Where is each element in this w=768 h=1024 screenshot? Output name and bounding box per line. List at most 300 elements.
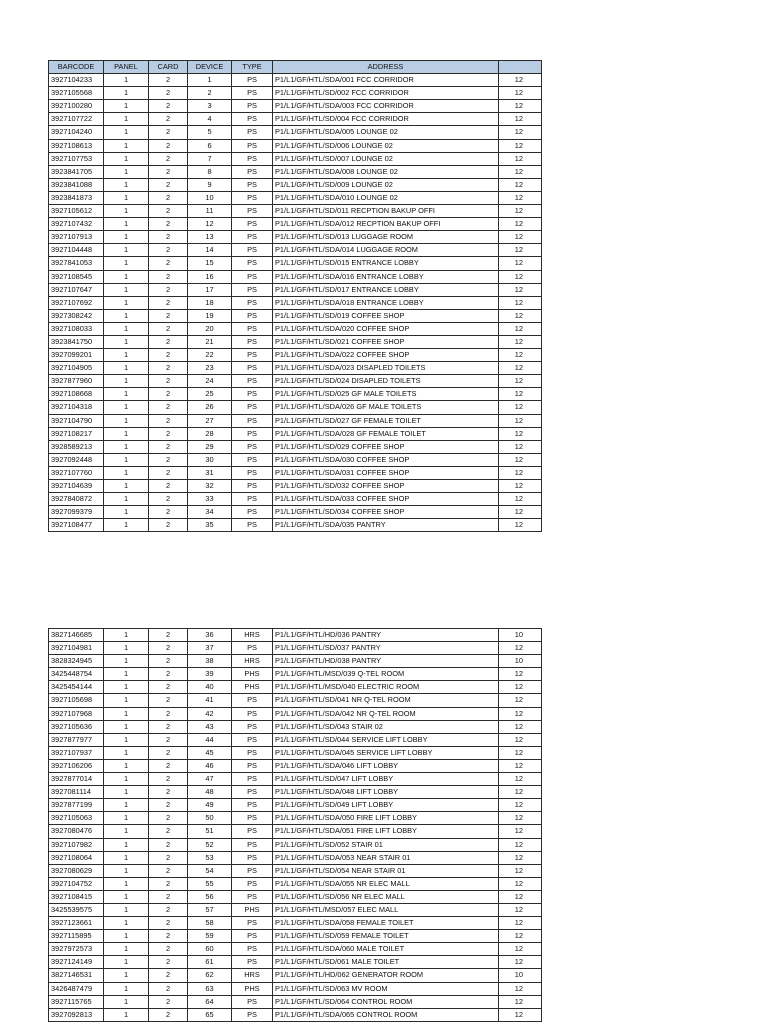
table-row: [49, 877, 542, 890]
value-cell: 12: [499, 427, 542, 440]
card-cell: 2: [149, 733, 188, 746]
value-cell: 12: [499, 917, 542, 930]
panel-cell: 1: [104, 733, 149, 746]
barcode-cell: 3927108477: [49, 519, 104, 532]
type-cell: PHS: [232, 681, 273, 694]
panel-cell: 1: [104, 218, 149, 231]
table-row: [49, 322, 542, 335]
panel-cell: 1: [104, 440, 149, 453]
panel-cell: 1: [104, 519, 149, 532]
panel-cell: 1: [104, 335, 149, 348]
table-row: [49, 152, 542, 165]
device-cell: 3: [188, 100, 232, 113]
card-cell: 2: [149, 838, 188, 851]
panel-cell: 1: [104, 388, 149, 401]
address-cell: P1/L1/GF/HTL/SDA/003 FCC CORRIDOR: [273, 100, 499, 113]
barcode-cell: 3927092813: [49, 1008, 104, 1021]
card-cell: 2: [149, 982, 188, 995]
type-cell: PS: [232, 74, 273, 87]
table-row: [49, 917, 542, 930]
value-cell: 12: [499, 506, 542, 519]
panel-cell: 1: [104, 165, 149, 178]
type-cell: PS: [232, 414, 273, 427]
device-cell: 27: [188, 414, 232, 427]
card-cell: 2: [149, 165, 188, 178]
table-row: [49, 74, 542, 87]
value-cell: 12: [499, 375, 542, 388]
value-cell: 12: [499, 877, 542, 890]
address-cell: P1/L1/GF/HTL/MSD/040 ELECTRIC ROOM: [273, 681, 499, 694]
panel-cell: 1: [104, 87, 149, 100]
device-cell: 26: [188, 401, 232, 414]
barcode-cell: 3927107968: [49, 707, 104, 720]
table-row: [49, 466, 542, 479]
card-cell: 2: [149, 427, 188, 440]
type-cell: PS: [232, 864, 273, 877]
table-row: [49, 493, 542, 506]
type-cell: PS: [232, 309, 273, 322]
table-row: [49, 519, 542, 532]
value-cell: 12: [499, 126, 542, 139]
type-cell: PS: [232, 427, 273, 440]
type-cell: PHS: [232, 903, 273, 916]
device-cell: 53: [188, 851, 232, 864]
card-cell: 2: [149, 969, 188, 982]
table-row: [49, 480, 542, 493]
barcode-cell: 3928589213: [49, 440, 104, 453]
header-card: CARD: [149, 61, 188, 74]
card-cell: 2: [149, 87, 188, 100]
header-panel: PANEL: [104, 61, 149, 74]
barcode-cell: 3927972573: [49, 943, 104, 956]
barcode-cell: 3927108064: [49, 851, 104, 864]
value-cell: 12: [499, 100, 542, 113]
card-cell: 2: [149, 453, 188, 466]
barcode-cell: 3927104981: [49, 642, 104, 655]
table-row: [49, 296, 542, 309]
address-cell: P1/L1/GF/HTL/SDA/055 NR ELEC MALL: [273, 877, 499, 890]
table-row: [49, 218, 542, 231]
device-cell: 36: [188, 629, 232, 642]
address-cell: P1/L1/GF/HTL/SD/037 PANTRY: [273, 642, 499, 655]
type-cell: PS: [232, 113, 273, 126]
device-cell: 4: [188, 113, 232, 126]
header-device: DEVICE: [188, 61, 232, 74]
device-cell: 60: [188, 943, 232, 956]
type-cell: PS: [232, 812, 273, 825]
panel-cell: 1: [104, 956, 149, 969]
card-cell: 2: [149, 349, 188, 362]
table-row: [49, 720, 542, 733]
address-cell: P1/L1/GF/HTL/SD/025 GF MALE TOILETS: [273, 388, 499, 401]
device-cell: 40: [188, 681, 232, 694]
panel-cell: 1: [104, 799, 149, 812]
type-cell: PS: [232, 466, 273, 479]
value-cell: 12: [499, 231, 542, 244]
table-row: [49, 165, 542, 178]
table-row: [49, 655, 542, 668]
panel-cell: 1: [104, 480, 149, 493]
value-cell: 12: [499, 309, 542, 322]
card-cell: 2: [149, 930, 188, 943]
barcode-cell: 3923841705: [49, 165, 104, 178]
address-cell: P1/L1/GF/HTL/SDA/042 NR Q-TEL ROOM: [273, 707, 499, 720]
device-cell: 42: [188, 707, 232, 720]
card-cell: 2: [149, 917, 188, 930]
address-cell: P1/L1/GF/HTL/SD/013 LUGGAGE ROOM: [273, 231, 499, 244]
card-cell: 2: [149, 257, 188, 270]
header-row: [49, 61, 542, 74]
address-cell: P1/L1/GF/HTL/HD/062 GENERATOR ROOM: [273, 969, 499, 982]
value-cell: 12: [499, 681, 542, 694]
value-cell: 12: [499, 773, 542, 786]
card-cell: 2: [149, 414, 188, 427]
type-cell: PS: [232, 139, 273, 152]
card-cell: 2: [149, 681, 188, 694]
type-cell: PS: [232, 375, 273, 388]
panel-cell: 1: [104, 322, 149, 335]
type-cell: PS: [232, 191, 273, 204]
address-cell: P1/L1/GF/HTL/SD/017 ENTRANCE LOBBY: [273, 283, 499, 296]
address-cell: P1/L1/GF/HTL/SDA/046 LIFT LOBBY: [273, 759, 499, 772]
barcode-cell: 3927308242: [49, 309, 104, 322]
type-cell: PS: [232, 720, 273, 733]
value-cell: 12: [499, 851, 542, 864]
barcode-cell: 3927115765: [49, 995, 104, 1008]
address-cell: P1/L1/GF/HTL/SDA/014 LUGGAGE ROOM: [273, 244, 499, 257]
value-cell: 12: [499, 466, 542, 479]
barcode-cell: 3927108613: [49, 139, 104, 152]
table-row: [49, 440, 542, 453]
barcode-cell: 3927105636: [49, 720, 104, 733]
device-cell: 62: [188, 969, 232, 982]
address-cell: P1/L1/GF/HTL/SD/059 FEMALE TOILET: [273, 930, 499, 943]
table-row: [49, 362, 542, 375]
panel-cell: 1: [104, 773, 149, 786]
device-cell: 33: [188, 493, 232, 506]
value-cell: 12: [499, 283, 542, 296]
barcode-cell: 3927877960: [49, 375, 104, 388]
device-cell: 22: [188, 349, 232, 362]
table-row: [49, 694, 542, 707]
barcode-cell: 3927115895: [49, 930, 104, 943]
table-row: [49, 375, 542, 388]
type-cell: PS: [232, 642, 273, 655]
table-row: [49, 205, 542, 218]
address-cell: P1/L1/GF/HTL/SD/011 RECPTION BAKUP OFFI: [273, 205, 499, 218]
card-cell: 2: [149, 1008, 188, 1021]
card-cell: 2: [149, 629, 188, 642]
panel-cell: 1: [104, 903, 149, 916]
table-row: [49, 126, 542, 139]
table-row: [49, 139, 542, 152]
device-cell: 13: [188, 231, 232, 244]
address-cell: P1/L1/GF/HTL/SD/006 LOUNGE 02: [273, 139, 499, 152]
panel-cell: 1: [104, 139, 149, 152]
barcode-cell: 3927080629: [49, 864, 104, 877]
device-cell: 18: [188, 296, 232, 309]
device-cell: 47: [188, 773, 232, 786]
value-cell: 12: [499, 74, 542, 87]
barcode-cell: 3927107760: [49, 466, 104, 479]
device-cell: 35: [188, 519, 232, 532]
panel-cell: 1: [104, 100, 149, 113]
panel-cell: 1: [104, 969, 149, 982]
panel-cell: 1: [104, 152, 149, 165]
value-cell: 12: [499, 890, 542, 903]
value-cell: 12: [499, 1008, 542, 1021]
panel-cell: 1: [104, 642, 149, 655]
panel-cell: 1: [104, 349, 149, 362]
value-cell: 12: [499, 401, 542, 414]
barcode-cell: 3425448754: [49, 668, 104, 681]
address-cell: P1/L1/GF/HTL/SD/032 COFFEE SHOP: [273, 480, 499, 493]
panel-cell: 1: [104, 995, 149, 1008]
panel-cell: 1: [104, 244, 149, 257]
device-cell: 1: [188, 74, 232, 87]
barcode-cell: 3927100280: [49, 100, 104, 113]
table-row: [49, 388, 542, 401]
address-cell: P1/L1/GF/HTL/MSD/057 ELEC MALL: [273, 903, 499, 916]
device-cell: 65: [188, 1008, 232, 1021]
type-cell: PS: [232, 126, 273, 139]
type-cell: HRS: [232, 629, 273, 642]
panel-cell: 1: [104, 982, 149, 995]
table-row: [49, 629, 542, 642]
type-cell: PS: [232, 759, 273, 772]
panel-cell: 1: [104, 851, 149, 864]
table-row: [49, 1008, 542, 1021]
barcode-cell: 3927107913: [49, 231, 104, 244]
table-row: [49, 864, 542, 877]
barcode-cell: 3927877014: [49, 773, 104, 786]
barcode-cell: 3927104752: [49, 877, 104, 890]
table-row: [49, 773, 542, 786]
panel-cell: 1: [104, 917, 149, 930]
address-cell: P1/L1/GF/HTL/SDA/018 ENTRANCE LOBBY: [273, 296, 499, 309]
barcode-cell: 3927108217: [49, 427, 104, 440]
card-cell: 2: [149, 812, 188, 825]
barcode-cell: 3927104448: [49, 244, 104, 257]
table-row: [49, 506, 542, 519]
device-cell: 17: [188, 283, 232, 296]
device-cell: 8: [188, 165, 232, 178]
panel-cell: 1: [104, 191, 149, 204]
address-cell: P1/L1/GF/HTL/SDA/028 GF FEMALE TOILET: [273, 427, 499, 440]
panel-cell: 1: [104, 890, 149, 903]
type-cell: PS: [232, 838, 273, 851]
table-row: [49, 681, 542, 694]
device-cell: 19: [188, 309, 232, 322]
type-cell: PS: [232, 943, 273, 956]
device-cell: 20: [188, 322, 232, 335]
value-cell: 12: [499, 480, 542, 493]
device-cell: 28: [188, 427, 232, 440]
device-cell: 24: [188, 375, 232, 388]
device-cell: 2: [188, 87, 232, 100]
table-row: [49, 414, 542, 427]
value-cell: 12: [499, 257, 542, 270]
value-cell: 12: [499, 694, 542, 707]
address-cell: P1/L1/GF/HTL/SDA/005 LOUNGE 02: [273, 126, 499, 139]
panel-cell: 1: [104, 877, 149, 890]
type-cell: PS: [232, 283, 273, 296]
barcode-cell: 3828324945: [49, 655, 104, 668]
barcode-cell: 3927105063: [49, 812, 104, 825]
address-cell: P1/L1/GF/HTL/SDA/031 COFFEE SHOP: [273, 466, 499, 479]
device-cell: 9: [188, 178, 232, 191]
value-cell: 12: [499, 956, 542, 969]
table-row: [49, 707, 542, 720]
type-cell: PS: [232, 1008, 273, 1021]
device-cell: 21: [188, 335, 232, 348]
value-cell: 12: [499, 943, 542, 956]
type-cell: PS: [232, 257, 273, 270]
barcode-cell: 3927107692: [49, 296, 104, 309]
value-cell: 12: [499, 746, 542, 759]
address-cell: P1/L1/GF/HTL/SDA/060 MALE TOILET: [273, 943, 499, 956]
barcode-cell: 3927104240: [49, 126, 104, 139]
panel-cell: 1: [104, 493, 149, 506]
barcode-cell: 3927107937: [49, 746, 104, 759]
header-address: ADDRESS: [273, 61, 499, 74]
panel-cell: 1: [104, 943, 149, 956]
barcode-cell: 3927123661: [49, 917, 104, 930]
table-row: [49, 746, 542, 759]
device-cell: 48: [188, 786, 232, 799]
table-row: [49, 903, 542, 916]
table-row: [49, 969, 542, 982]
type-cell: PS: [232, 877, 273, 890]
barcode-cell: 3927099379: [49, 506, 104, 519]
value-cell: 12: [499, 388, 542, 401]
card-cell: 2: [149, 74, 188, 87]
type-cell: PS: [232, 401, 273, 414]
panel-cell: 1: [104, 257, 149, 270]
card-cell: 2: [149, 401, 188, 414]
header-type: TYPE: [232, 61, 273, 74]
device-cell: 31: [188, 466, 232, 479]
card-cell: 2: [149, 375, 188, 388]
barcode-cell: 3923841750: [49, 335, 104, 348]
value-cell: 12: [499, 519, 542, 532]
type-cell: PS: [232, 296, 273, 309]
type-cell: PS: [232, 165, 273, 178]
barcode-cell: 3923841088: [49, 178, 104, 191]
value-cell: 12: [499, 191, 542, 204]
device-cell: 7: [188, 152, 232, 165]
card-cell: 2: [149, 773, 188, 786]
type-cell: PS: [232, 917, 273, 930]
card-cell: 2: [149, 746, 188, 759]
panel-cell: 1: [104, 375, 149, 388]
barcode-cell: 3425539575: [49, 903, 104, 916]
value-cell: 12: [499, 838, 542, 851]
value-cell: 12: [499, 759, 542, 772]
barcode-cell: 3927080476: [49, 825, 104, 838]
barcode-cell: 3827146685: [49, 629, 104, 642]
type-cell: PS: [232, 773, 273, 786]
barcode-cell: 3927104639: [49, 480, 104, 493]
device-cell: 44: [188, 733, 232, 746]
barcode-cell: 3426487479: [49, 982, 104, 995]
value-cell: 12: [499, 982, 542, 995]
table-row: [49, 956, 542, 969]
table-row: [49, 87, 542, 100]
value-cell: 12: [499, 139, 542, 152]
value-cell: 12: [499, 165, 542, 178]
card-cell: 2: [149, 283, 188, 296]
card-cell: 2: [149, 655, 188, 668]
address-cell: P1/L1/GF/HTL/SDA/022 COFFEE SHOP: [273, 349, 499, 362]
type-cell: PHS: [232, 982, 273, 995]
device-cell: 43: [188, 720, 232, 733]
table-row: [49, 930, 542, 943]
card-cell: 2: [149, 890, 188, 903]
address-cell: P1/L1/GF/HTL/SD/061 MALE TOILET: [273, 956, 499, 969]
type-cell: PS: [232, 956, 273, 969]
panel-cell: 1: [104, 681, 149, 694]
table-row: [49, 453, 542, 466]
type-cell: PS: [232, 349, 273, 362]
card-cell: 2: [149, 995, 188, 1008]
table-row: [49, 231, 542, 244]
type-cell: PS: [232, 746, 273, 759]
barcode-cell: 3927105568: [49, 87, 104, 100]
address-cell: P1/L1/GF/HTL/SDA/065 CONTROL ROOM: [273, 1008, 499, 1021]
device-cell: 5: [188, 126, 232, 139]
barcode-cell: 3425454144: [49, 681, 104, 694]
card-cell: 2: [149, 759, 188, 772]
table-row: [49, 759, 542, 772]
card-cell: 2: [149, 506, 188, 519]
address-cell: P1/L1/GF/HTL/SDA/030 COFFEE SHOP: [273, 453, 499, 466]
address-cell: P1/L1/GF/HTL/SDA/026 GF MALE TOILETS: [273, 401, 499, 414]
value-cell: 12: [499, 152, 542, 165]
panel-cell: 1: [104, 178, 149, 191]
barcode-cell: 3927104790: [49, 414, 104, 427]
panel-cell: 1: [104, 270, 149, 283]
address-cell: P1/L1/GF/HTL/SD/024 DISAPLED TOILETS: [273, 375, 499, 388]
barcode-cell: 3927108668: [49, 388, 104, 401]
device-cell: 12: [188, 218, 232, 231]
address-cell: P1/L1/GF/HTL/SD/027 GF FEMALE TOILET: [273, 414, 499, 427]
address-cell: P1/L1/GF/HTL/SDA/048 LIFT LOBBY: [273, 786, 499, 799]
address-cell: P1/L1/GF/HTL/SD/029 COFFEE SHOP: [273, 440, 499, 453]
barcode-cell: 3927105612: [49, 205, 104, 218]
address-cell: P1/L1/GF/HTL/SD/063 MV ROOM: [273, 982, 499, 995]
address-cell: P1/L1/GF/HTL/SD/044 SERVICE LIFT LOBBY: [273, 733, 499, 746]
barcode-cell: 3927106206: [49, 759, 104, 772]
address-cell: P1/L1/GF/HTL/SDA/058 FEMALE TOILET: [273, 917, 499, 930]
barcode-cell: 3927092448: [49, 453, 104, 466]
panel-cell: 1: [104, 126, 149, 139]
table-row: [49, 270, 542, 283]
panel-cell: 1: [104, 655, 149, 668]
value-cell: 12: [499, 244, 542, 257]
table-row: [49, 401, 542, 414]
card-cell: 2: [149, 903, 188, 916]
device-cell: 64: [188, 995, 232, 1008]
table-body: [49, 74, 542, 532]
barcode-cell: 3927099201: [49, 349, 104, 362]
panel-cell: 1: [104, 930, 149, 943]
card-cell: 2: [149, 139, 188, 152]
address-cell: P1/L1/GF/HTL/SD/021 COFFEE SHOP: [273, 335, 499, 348]
barcode-cell: 3927104233: [49, 74, 104, 87]
table-row: [49, 786, 542, 799]
panel-cell: 1: [104, 864, 149, 877]
